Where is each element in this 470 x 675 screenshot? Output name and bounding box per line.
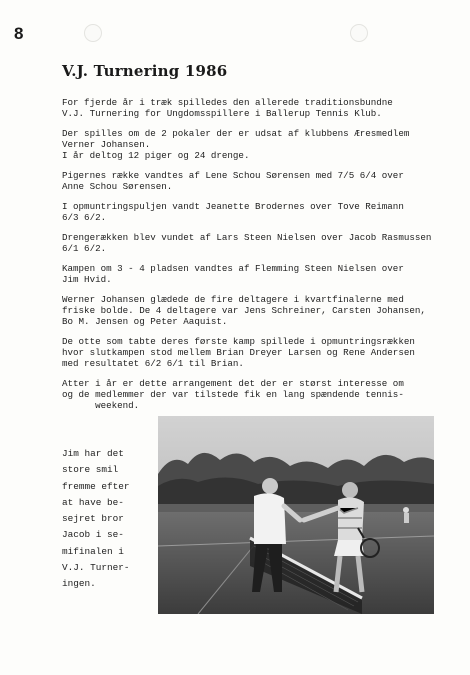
article-body xyxy=(62,97,440,420)
tennis-handshake-photo xyxy=(158,416,434,614)
paragraph: For fjerde år i træk spilledes den allerede traditionsbundne V.J. Turnering for Ungdomsspillere i Ballerup Tennis Klub. xyxy=(62,97,393,119)
fence-line xyxy=(158,504,434,512)
punch-hole-mark xyxy=(350,24,368,42)
paragraph: Kampen om 3 - 4 pladsen vandtes af Flemming Steen Nielsen over Jim Hvid. xyxy=(62,263,404,285)
paragraph: Pigernes række vandtes af Lene Schou Sørensen med 7/5 6/4 over Anne Schou Sørensen. xyxy=(62,170,404,192)
paragraph: Werner Johansen glædede de fire deltagere i kvartfinalerne med friske bolde. De 4 deltagere var Jens Schreiner, Carsten Johansen, Bo M. Jensen og Peter Aaquist. xyxy=(62,294,426,327)
page-number: 8 xyxy=(14,24,24,43)
paragraph: Der spilles om de 2 pokaler der er udsat af klubbens Æresmedlem Verner Johansen. I år deltog 12 piger og 24 drenge. xyxy=(62,128,410,161)
photo-caption: Jim har det store smil fremme efter at have be- sejret bror Jacob i se- mifinalen i V.J. Turner- ingen. xyxy=(62,448,130,590)
paragraph: Drengerækken blev vundet af Lars Steen Nielsen over Jacob Rasmussen 6/1 6/2. xyxy=(62,232,432,254)
article-title: V.J. Turnering 1986 xyxy=(62,62,228,80)
punch-hole-mark xyxy=(84,24,102,42)
paragraph: Atter i år er dette arrangement det der er størst interesse om og de medlemmer der var tilstede fik en lang spændende tennis- weekend. xyxy=(62,378,404,411)
paragraph: De otte som tabte deres første kamp spillede i opmuntringsrækken hvor slutkampen stod mellem Brian Dreyer Larsen og Rene Andersen med resultatet 6/2 6/1 til Brian. xyxy=(62,336,415,369)
paragraph: I opmuntringspuljen vandt Jeanette Brodernes over Tove Reimann 6/3 6/2. xyxy=(62,201,404,223)
